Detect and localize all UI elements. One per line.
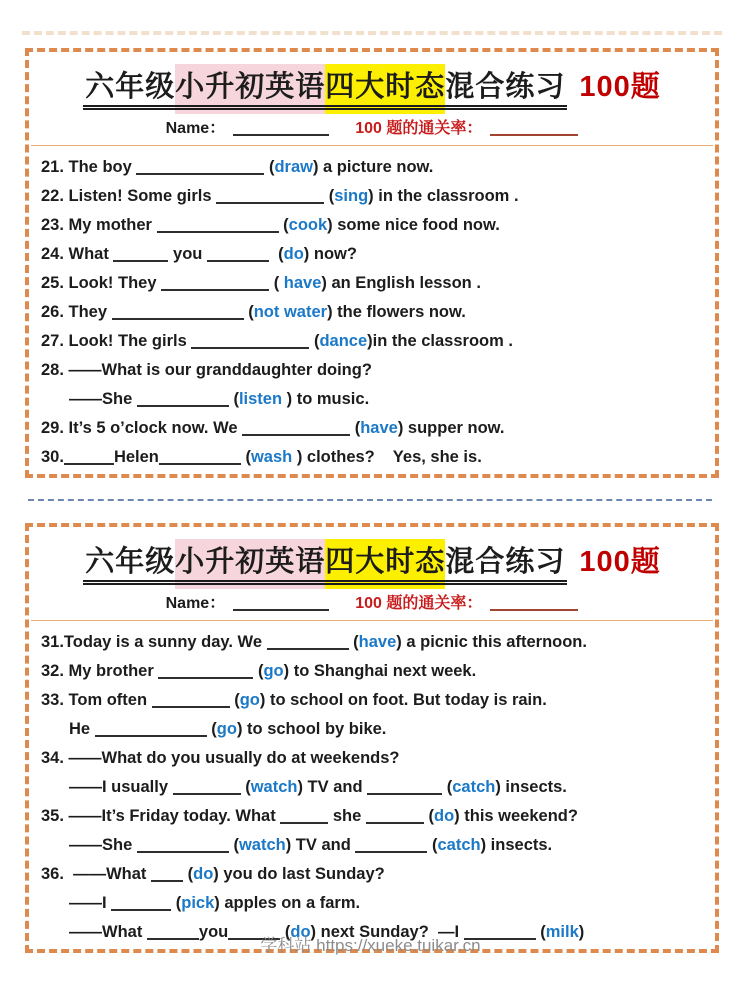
question-text: ) insects. — [495, 778, 567, 796]
question-text: ( — [348, 633, 359, 651]
answer-blank — [366, 808, 424, 824]
question-text: 27. Look! The girls — [41, 332, 192, 350]
question-text: ( — [171, 894, 182, 912]
title-highlight-pink: 小升初英语 — [175, 64, 325, 114]
question-text: ——She — [69, 390, 137, 408]
question-text: ( — [442, 778, 453, 796]
answer-blank — [216, 188, 324, 204]
worksheet-title — [29, 65, 715, 109]
verb-hint: sing — [334, 187, 369, 205]
question-text: 22. Listen! Some girls — [41, 187, 217, 205]
verb-hint: do — [193, 865, 214, 883]
question-text: ) to music. — [282, 390, 370, 408]
question-text: ) to school by bike. — [236, 720, 387, 738]
question-text: ) TV and — [285, 836, 356, 854]
question-text: 29. It’s 5 o’clock now. We — [41, 419, 243, 437]
question-text: 28. ——What is our granddaughter doing? — [41, 361, 372, 379]
worksheet-panel-2 — [25, 523, 719, 953]
question-line — [41, 182, 715, 211]
question-line — [41, 269, 715, 298]
question-text: ) now? — [303, 245, 357, 263]
question-text: ) insects. — [480, 836, 553, 854]
title-highlight-yellow: 四大时态 — [325, 64, 445, 114]
verb-hint: catch — [452, 778, 496, 796]
title-question-count: 100题 — [579, 546, 661, 578]
verb-hint: draw — [274, 158, 313, 176]
question-text: ( — [206, 720, 217, 738]
verb-hint: not water — [253, 303, 328, 321]
verb-hint: pick — [181, 894, 215, 912]
question-text: )in the classroom . — [367, 332, 513, 350]
answer-blank — [147, 924, 199, 940]
question-text: 24. What — [41, 245, 114, 263]
answer-blank — [95, 721, 207, 737]
question-text: ) you do last Sunday? — [213, 865, 385, 883]
question-text: 25. Look! They — [41, 274, 162, 292]
question-text: 31.Today is a sunny day. We — [41, 633, 267, 651]
question-text: ( — [183, 865, 194, 883]
verb-hint: have — [360, 419, 398, 437]
question-text: ( — [309, 332, 320, 350]
question-text: ( — [243, 303, 254, 321]
verb-hint: milk — [545, 923, 579, 941]
question-text: you — [168, 245, 207, 263]
name-row — [29, 593, 715, 615]
answer-blank — [113, 246, 168, 262]
question-line — [41, 686, 715, 715]
question-text: ( — [423, 807, 434, 825]
question-text: 35. ——It’s Friday today. What — [41, 807, 281, 825]
question-line — [41, 211, 715, 240]
question-text: ——I — [69, 894, 112, 912]
question-line — [41, 773, 715, 802]
question-line — [41, 715, 715, 744]
question-text: ) a picture now. — [312, 158, 434, 176]
worksheet-title — [29, 540, 715, 584]
question-text: ) this weekend? — [454, 807, 578, 825]
question-line — [41, 298, 715, 327]
question-text: ( — [268, 245, 284, 263]
answer-blank — [112, 304, 244, 320]
question-line — [41, 356, 715, 385]
name-label: Name： — [165, 595, 226, 612]
title-highlight-yellow: 四大时态 — [325, 539, 445, 589]
pass-rate-label: 100 题的通关率： — [355, 120, 483, 137]
question-text: ) clothes? Yes, she is. — [292, 448, 482, 466]
question-text: 32. My brother — [41, 662, 159, 680]
pass-rate-blank-field — [490, 595, 578, 611]
question-text: ( — [228, 836, 239, 854]
question-text: ( — [427, 836, 438, 854]
question-line — [41, 628, 715, 657]
answer-blank — [355, 837, 427, 853]
answer-blank — [159, 449, 241, 465]
answer-blank — [136, 159, 264, 175]
verb-hint: have — [358, 633, 397, 651]
answer-blank — [367, 779, 442, 795]
name-blank-field — [233, 595, 329, 611]
question-text: 21. The boy — [41, 158, 137, 176]
answer-blank — [151, 866, 183, 882]
verb-hint: go — [216, 720, 237, 738]
question-line — [41, 327, 715, 356]
title-highlight-pink: 小升初英语 — [175, 539, 325, 589]
question-text: she — [328, 807, 366, 825]
answer-blank — [158, 663, 253, 679]
answer-blank — [157, 217, 279, 233]
question-line — [41, 657, 715, 686]
question-text: ) to Shanghai next week. — [283, 662, 477, 680]
answer-blank — [137, 837, 229, 853]
question-text: He — [69, 720, 95, 738]
question-text: 33. Tom often — [41, 691, 152, 709]
question-text: 36. ——What — [41, 865, 152, 883]
answer-blank — [64, 449, 114, 465]
question-line — [41, 240, 715, 269]
question-line — [41, 831, 715, 860]
pass-rate-label: 100 题的通关率： — [355, 595, 483, 612]
verb-hint: wash — [250, 448, 293, 466]
question-text: 26. They — [41, 303, 112, 321]
question-text: ——She — [69, 836, 137, 854]
question-text: ( — [240, 448, 251, 466]
question-line — [41, 443, 715, 472]
verb-hint: watch — [250, 778, 298, 796]
name-blank-field — [233, 120, 329, 136]
blue-cut-line — [28, 499, 712, 501]
question-text: you — [198, 923, 229, 941]
question-text: ( — [324, 187, 335, 205]
question-text: ) a picnic this afternoon. — [396, 633, 587, 651]
name-row — [29, 118, 715, 140]
answer-blank — [173, 779, 241, 795]
title-suffix: 混合练习 — [445, 546, 566, 578]
verb-hint: go — [239, 691, 260, 709]
answer-blank — [242, 420, 350, 436]
answer-blank — [111, 895, 171, 911]
title-underlined-text — [83, 546, 567, 578]
question-text: ) TV and — [297, 778, 368, 796]
question-text: ( — [240, 778, 251, 796]
answer-blank — [267, 634, 349, 650]
question-text: ——What — [69, 923, 147, 941]
verb-hint: do — [283, 245, 304, 263]
worksheet-panel-1 — [25, 48, 719, 478]
answer-blank — [191, 333, 309, 349]
question-text: Helen — [113, 448, 159, 466]
site-watermark: 学科站 https://xueke.tuikar.cn — [260, 936, 481, 955]
question-text: ( — [269, 274, 284, 292]
pass-rate-blank-field — [490, 120, 578, 136]
question-text: ) the flowers now. — [327, 303, 466, 321]
question-text: ——I usually — [69, 778, 173, 796]
verb-hint: go — [263, 662, 284, 680]
question-text: ( — [350, 419, 361, 437]
question-text: ) next Sunday? —I — [310, 923, 464, 941]
question-line — [41, 802, 715, 831]
question-text: ( — [228, 390, 239, 408]
question-text: ) an English lesson . — [321, 274, 481, 292]
question-text: ) apples on a farm. — [214, 894, 361, 912]
question-text: 34. ——What do you usually do at weekends? — [41, 749, 400, 767]
question-text: ( — [264, 158, 275, 176]
question-line — [41, 385, 715, 414]
title-prefix: 六年级 — [85, 71, 176, 103]
verb-hint: listen — [238, 390, 283, 408]
verb-hint: catch — [437, 836, 481, 854]
title-prefix: 六年级 — [85, 546, 176, 578]
question-text: ( — [278, 216, 289, 234]
title-suffix: 混合练习 — [445, 71, 566, 103]
question-text: ) some nice food now. — [327, 216, 500, 234]
answer-blank — [137, 391, 229, 407]
title-underlined-text — [83, 71, 567, 103]
question-line — [41, 889, 715, 918]
question-text: ) — [578, 923, 585, 941]
verb-hint: do — [290, 923, 311, 941]
question-list — [29, 621, 715, 947]
name-label: Name： — [165, 120, 226, 137]
question-text: ) in the classroom . — [368, 187, 519, 205]
question-text: 23. My mother — [41, 216, 157, 234]
verb-hint: watch — [238, 836, 286, 854]
title-question-count: 100题 — [579, 71, 661, 103]
question-line — [41, 153, 715, 182]
question-text: ( — [229, 691, 240, 709]
question-line — [41, 860, 715, 889]
answer-blank — [280, 808, 328, 824]
question-text: ) to school on foot. But today is rain. — [259, 691, 547, 709]
verb-hint: do — [434, 807, 455, 825]
faint-top-cut-border — [22, 31, 722, 35]
verb-hint: dance — [319, 332, 368, 350]
answer-blank — [161, 275, 269, 291]
question-text: ) supper now. — [397, 419, 505, 437]
question-list — [29, 146, 715, 472]
question-text: ( — [280, 923, 291, 941]
answer-blank — [207, 246, 269, 262]
answer-blank — [152, 692, 230, 708]
verb-hint: have — [283, 274, 322, 292]
question-text: 30. — [41, 448, 64, 466]
verb-hint: cook — [288, 216, 328, 234]
question-line — [41, 744, 715, 773]
question-text: ( — [535, 923, 546, 941]
question-text: ( — [253, 662, 264, 680]
question-line — [41, 414, 715, 443]
